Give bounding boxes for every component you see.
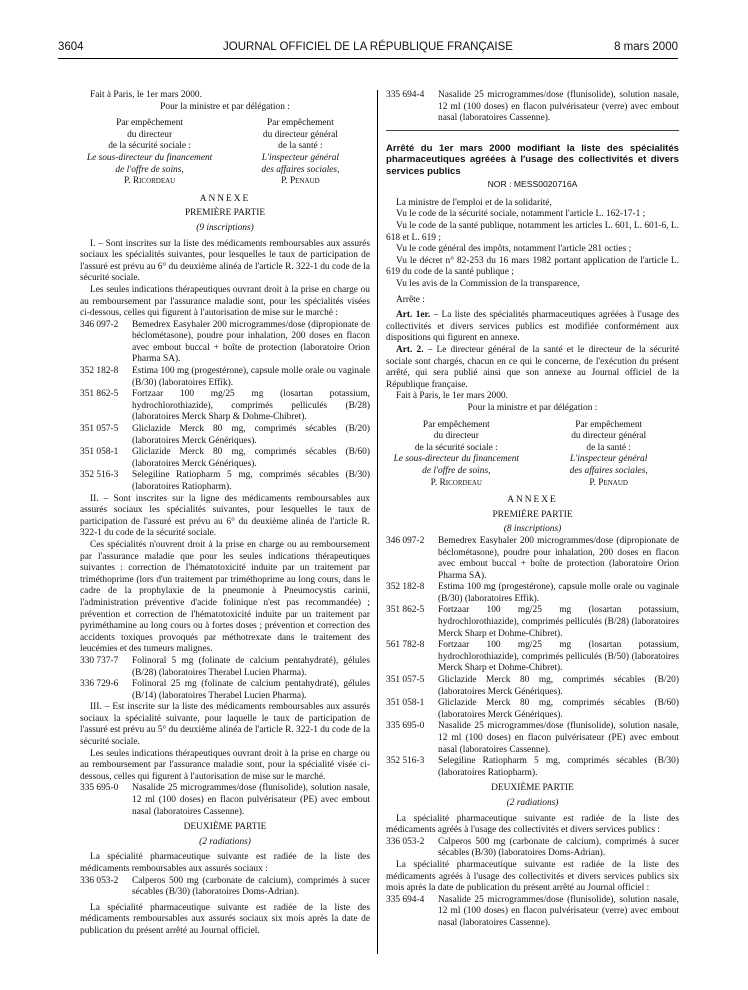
cip-code: 351 057-5	[386, 675, 425, 686]
signature-right	[538, 420, 679, 490]
visa-line: Vu le décret n° 82-253 du 16 mars 1982 portant application de l'article L. 619 du code de la santé publique ;	[386, 255, 679, 278]
radiations-count: (2 radiations)	[506, 797, 559, 808]
product-description: Fortzaar 100 mg/25 mg (losartan potassium, hydrochlorothiazide), comprimés pelliculés (B/28) (laboratoires Merck Sharp & Dohme-Chibret).	[132, 389, 370, 423]
cip-code: 346 097-2	[80, 319, 119, 330]
signature-line: L'inspecteur général	[570, 454, 648, 465]
page-header	[58, 41, 678, 57]
product-description: Estima 100 mg (progestérone), capsule molle orale ou vaginale (B/30) (laboratoires Effik).	[438, 582, 679, 604]
article-text: – Le directeur général de la santé et le directeur de la sécurité sociale sont chargés, chacun en ce qui le concerne, de l'exécution du présent arrêté, qui sera publié ainsi que son annexe au Journal officiel de la République française.	[386, 345, 679, 390]
delegation-line: Pour la ministre et par délégation :	[160, 101, 290, 112]
cip-code: 351 058-1	[80, 447, 119, 458]
paragraph-III: III. – Est inscrite sur la liste des médicaments remboursables aux assurés sociaux la spécialité suivante, pour laquelle le taux de participation de l'assuré est prévu au 5° du deuxième alinéa de l'article R. 322-1 du code de la sécurité sociale.	[80, 702, 370, 748]
section-divider	[386, 130, 679, 131]
visa-line: Vu les avis de la Commission de la transparence,	[396, 279, 580, 290]
paragraph-II: II. – Sont inscrites sur la ligne des médicaments remboursables aux assurés sociaux les spécialités suivantes, pour lesquelles le taux de participation de l'assuré est prévu au 6° du deuxième alinéa de l'article R. 322-1 du code de la sécurité sociale.	[80, 493, 370, 539]
cip-code: 335 695-0	[80, 783, 119, 794]
entry-list	[386, 837, 679, 860]
radiation-paragraph: La spécialité pharmaceutique suivante est radiée de la liste des médicaments remboursables aux assurés sociaux :	[80, 852, 370, 874]
product-description: Nasalide 25 microgrammes/dose (flunisolide), solution nasale, 12 ml (100 doses) en flacon pulvérisateur (PE) avec embout nasal (laboratoires Cassenne).	[132, 783, 370, 817]
product-description: Calperos 500 mg (carbonate de calcium), comprimés à sucer sécables (B/30) (laboratoires Doms-Adrian).	[438, 836, 679, 859]
list-item	[386, 536, 679, 582]
visa-line: Vu le code de la sécurité sociale, notamment l'article L. 162-17-1 ;	[396, 209, 646, 220]
list-item	[80, 447, 370, 470]
list-item	[386, 605, 679, 640]
signature-line: de la santé :	[586, 442, 631, 453]
signature-line: de la sécurité sociale :	[414, 442, 498, 453]
signature-line: Le sous-directeur du financement	[86, 152, 213, 163]
page-number: 3604	[58, 41, 84, 53]
cip-code: 351 862-5	[80, 389, 119, 400]
signature-line: de la santé :	[278, 141, 323, 152]
list-item	[80, 876, 370, 899]
signature-line: L'inspecteur général	[261, 152, 340, 163]
signature-line: des affaires sociales,	[569, 465, 648, 476]
signature-line: Le sous-directeur du financement	[393, 454, 520, 465]
radiation-paragraph: La spécialité pharmaceutique suivante est radiée de la liste des médicaments agréés à l'usage des collectivités et divers services publics six mois après la date de publication du présent arrêté au Journal officiel :	[386, 859, 679, 894]
paragraph-I: I. – Sont inscrites sur la liste des médicaments remboursables aux assurés sociaux les spécialités suivantes, pour lesquelles le taux de participation de l'assuré est prévu au 6° du deuxième alinéa de l'article R. 322-1 du code de la sécurité sociale.	[80, 238, 370, 284]
signature-line: Par empêchement	[575, 419, 643, 430]
entry-list	[386, 536, 679, 779]
entry-list	[80, 320, 370, 494]
product-description: Bemedrex Easyhaler 200 microgrammes/dose (dipropionate de béclométasone), poudre pour inhalation, 200 doses en flacon avec embout buccal + boîte de protection (laboratoire Orion Pharma SA).	[132, 319, 370, 365]
signatory-name: P. Ricordeau	[123, 176, 176, 187]
product-description: Folinoral 25 mg (folinate de calcium pentahydraté), gélules (B/14) (laboratoires Therabel Lucien Pharma).	[132, 679, 370, 701]
cip-code: 336 053-2	[386, 836, 425, 847]
nor-reference: NOR : MESS0020716A	[487, 179, 578, 190]
annex-heading: ANNEXE	[199, 193, 251, 204]
signature-place-date: Fait à Paris, le 1er mars 2000.	[396, 391, 508, 402]
signature-line: Par empêchement	[116, 118, 184, 129]
signatory-name: P. Penaud	[589, 477, 628, 488]
column-divider	[377, 90, 378, 954]
signature-right	[231, 118, 370, 188]
arrete-line: Arrête :	[396, 294, 425, 305]
cip-code: 346 097-2	[386, 535, 425, 546]
list-item	[386, 837, 679, 860]
list-item	[386, 756, 679, 779]
product-description: Fortzaar 100 mg/25 mg (losartan potassium, hydrochlorothiazide), comprimés pelliculés (B/28) (laboratoires Merck Sharp et Dohme-Chibret).	[438, 605, 679, 639]
part-two-heading: DEUXIÈME PARTIE	[183, 822, 267, 833]
cip-code: 351 057-5	[80, 424, 119, 435]
radiations-count: (2 radiations)	[199, 836, 251, 847]
product-description: Selegiline Ratiopharm 5 mg, comprimés sécables (B/30) (laboratoires Ratiopharm).	[132, 470, 370, 492]
cip-code: 352 182-8	[80, 366, 119, 377]
decree-title: Arrêté du 1er mars 2000 modifiant la liste des spécialités pharmaceutiques agréées à l'usage des collectivités et divers services publics	[386, 142, 679, 177]
signature-line: du directeur général	[262, 129, 338, 140]
signature-place-date: Fait à Paris, le 1er mars 2000.	[90, 90, 202, 100]
cip-code: 335 695-0	[386, 721, 425, 732]
product-description: Gliclazide Merck 80 mg, comprimés sécables (B/60) (laboratoires Merck Génériques).	[438, 698, 679, 720]
signature-left	[386, 420, 527, 490]
article-label: Art. 1er.	[396, 310, 431, 321]
cip-code: 352 516-3	[80, 470, 119, 481]
signature-line: du directeur	[127, 129, 173, 140]
signature-left	[80, 118, 219, 188]
cip-code: 351 058-1	[386, 698, 425, 709]
paragraph-II-indications: Ces spécialités n'ouvrent droit à la prise en charge ou au remboursement par l'assurance maladie que pour les seules indications thérapeutiques suivantes : correction de l'hématotoxicité induite par un traitement par triméthoprime (lors d'un traitement par triméthoprime au long cours, dans le cadre de la prophylaxie de la pneumonie à Pneumocystis carinii, l'administration préventive d'acide folinique n'est pas recommandée) ; prévention et correction de l'hématotoxicité induite par un traitement par pyriméthamine au long cours ou à fortes doses ; prévention et correction des accidents toxiques provoqués par méthotrexate dans le traitement des leucémies et des tumeurs malignes.	[80, 539, 370, 655]
minister-line: La ministre de l'emploi et de la solidarité,	[396, 197, 552, 208]
visa-line: Vu le code de la santé publique, notamment les articles L. 601, L. 601-6, L. 618 et L. 619 ;	[386, 221, 679, 243]
right-column	[386, 90, 679, 930]
entry-list	[80, 876, 370, 899]
visa-line: Vu le code général des impôts, notamment l'article 281 octies ;	[396, 244, 632, 255]
list-item	[80, 656, 370, 679]
article-1	[386, 310, 679, 345]
list-item	[386, 640, 679, 675]
cip-code: 335 694-4	[386, 90, 425, 100]
list-item	[386, 90, 679, 125]
part-one-heading: PREMIÈRE PARTIE	[492, 509, 573, 520]
radiation-paragraph: La spécialité pharmaceutique suivante est radiée de la liste des médicaments remboursables aux assurés sociaux six mois après la date de publication du présent arrêté au Journal officiel.	[80, 902, 370, 936]
product-description: Nasalide 25 microgrammes/dose (flunisolide), solution nasale, 12 ml (100 doses) en flacon pulvérisateur (verre) avec embout nasal (laboratoires Cassenne).	[438, 894, 679, 928]
list-item	[386, 698, 679, 721]
signatory-name: P. Ricordeau	[430, 477, 482, 488]
inscriptions-count: (8 inscriptions)	[503, 524, 562, 535]
list-item	[386, 895, 679, 930]
list-item	[80, 424, 370, 447]
product-description: Estima 100 mg (progestérone), capsule molle orale ou vaginale (B/30) (laboratoires Effik).	[132, 366, 370, 388]
paragraph-I-indications: Les seules indications thérapeutiques ouvrant droit à la prise en charge ou au remboursement par l'assurance maladie sont, pour les spécialités visées ci-dessous, celles qui figurent à l'autorisation de mise sur le marché :	[80, 284, 370, 319]
article-label: Art. 2.	[396, 345, 424, 355]
cip-code: 352 516-3	[386, 756, 425, 767]
cip-code: 352 182-8	[386, 582, 425, 593]
cip-code: 336 729-6	[80, 679, 119, 690]
left-column	[80, 90, 370, 938]
radiation-paragraph: La spécialité pharmaceutique suivante est radiée de la liste des médicaments agréés à l'usage des collectivités et divers services publics :	[386, 813, 679, 836]
signatures	[80, 118, 370, 188]
entry-list	[386, 895, 679, 930]
product-description: Fortzaar 100 mg/25 mg (losartan potassium, hydrochlorothiazide), comprimés pelliculés (B/50) (laboratoires Merck Sharp et Dohme-Chibret).	[438, 640, 679, 674]
header-rule	[58, 58, 678, 59]
paragraph-III-indications: Les seules indications thérapeutiques ouvrant droit à la prise en charge ou au remboursement par l'assurance maladie sont, pour la spécialité visée ci-dessous, celles qui figurent à l'autorisation de mise sur le marché.	[80, 748, 370, 782]
list-item	[80, 470, 370, 493]
article-text: – La liste des spécialités pharmaceutiques agréées à l'usage des collectivités et divers services publics est modifiée conformément aux dispositions qui figurent en annexe.	[386, 310, 679, 344]
list-item	[386, 675, 679, 698]
issue-date: 8 mars 2000	[614, 41, 678, 53]
list-item	[80, 366, 370, 389]
cip-code: 351 862-5	[386, 605, 425, 616]
part-one-heading: PREMIÈRE PARTIE	[184, 208, 266, 219]
list-item	[80, 389, 370, 424]
product-description: Folinoral 5 mg (folinate de calcium pentahydraté), gélules (B/28) (laboratoires Therabel Lucien Pharma).	[132, 655, 370, 678]
product-description: Selegiline Ratiopharm 5 mg, comprimés sécables (B/30) (laboratoires Ratiopharm).	[438, 756, 679, 778]
list-item	[386, 721, 679, 756]
journal-title: JOURNAL OFFICIEL DE LA RÉPUBLIQUE FRANÇAISE	[223, 41, 513, 53]
product-description: Nasalide 25 microgrammes/dose (flunisolide), solution nasale, 12 ml (100 doses) en flacon pulvérisateur (PE) avec embout nasal (laboratoires Cassenne).	[438, 721, 679, 755]
entry-list	[80, 656, 370, 702]
cip-code: 561 782-8	[386, 640, 425, 651]
article-2	[386, 345, 679, 391]
signatory-name: P. Penaud	[281, 176, 320, 187]
delegation-line: Pour la ministre et par délégation :	[467, 402, 598, 413]
product-description: Bemedrex Easyhaler 200 microgrammes/dose (dipropionate de béclométasone), poudre pour inhalation, 200 doses en flacon avec embout buccal + boîte de protection (laboratoire Orion Pharma SA).	[438, 535, 679, 581]
product-description: Nasalide 25 microgrammes/dose (flunisolide), solution nasale, 12 ml (100 doses) en flacon pulvérisateur (verre) avec embout nasal (laboratoires Cassenne).	[438, 90, 679, 124]
list-item	[80, 320, 370, 366]
signature-line: des affaires sociales,	[261, 164, 340, 175]
list-item	[80, 679, 370, 702]
signature-line: Par empêchement	[422, 419, 490, 430]
inscriptions-count: (9 inscriptions)	[196, 222, 254, 233]
signature-line: de l'offre de soins,	[115, 164, 184, 175]
signature-line: du directeur général	[571, 431, 647, 442]
entry-list	[80, 783, 370, 818]
signature-line: de l'offre de soins,	[422, 465, 491, 476]
product-description: Gliclazide Merck 80 mg, comprimés sécables (B/20) (laboratoires Merck Génériques).	[132, 424, 370, 446]
part-two-heading: DEUXIÈME PARTIE	[491, 783, 574, 794]
signature-line: Par empêchement	[266, 118, 334, 129]
signatures	[386, 420, 679, 490]
product-description: Calperos 500 mg (carbonate de calcium), comprimés à sucer sécables (B/30) (laboratoires Doms-Adrian).	[132, 875, 370, 898]
product-description: Gliclazide Merck 80 mg, comprimés sécables (B/60) (laboratoires Merck Génériques).	[132, 447, 370, 469]
list-item	[80, 783, 370, 818]
list-item	[386, 582, 679, 605]
product-description: Gliclazide Merck 80 mg, comprimés sécables (B/20) (laboratoires Merck Génériques).	[438, 675, 679, 697]
signature-line: du directeur	[433, 431, 479, 442]
cip-code: 336 053-2	[80, 875, 119, 886]
signature-line: de la sécurité sociale :	[108, 141, 191, 152]
cip-code: 335 694-4	[386, 894, 425, 905]
cip-code: 330 737-7	[80, 655, 119, 666]
annex-heading: ANNEXE	[507, 495, 558, 506]
